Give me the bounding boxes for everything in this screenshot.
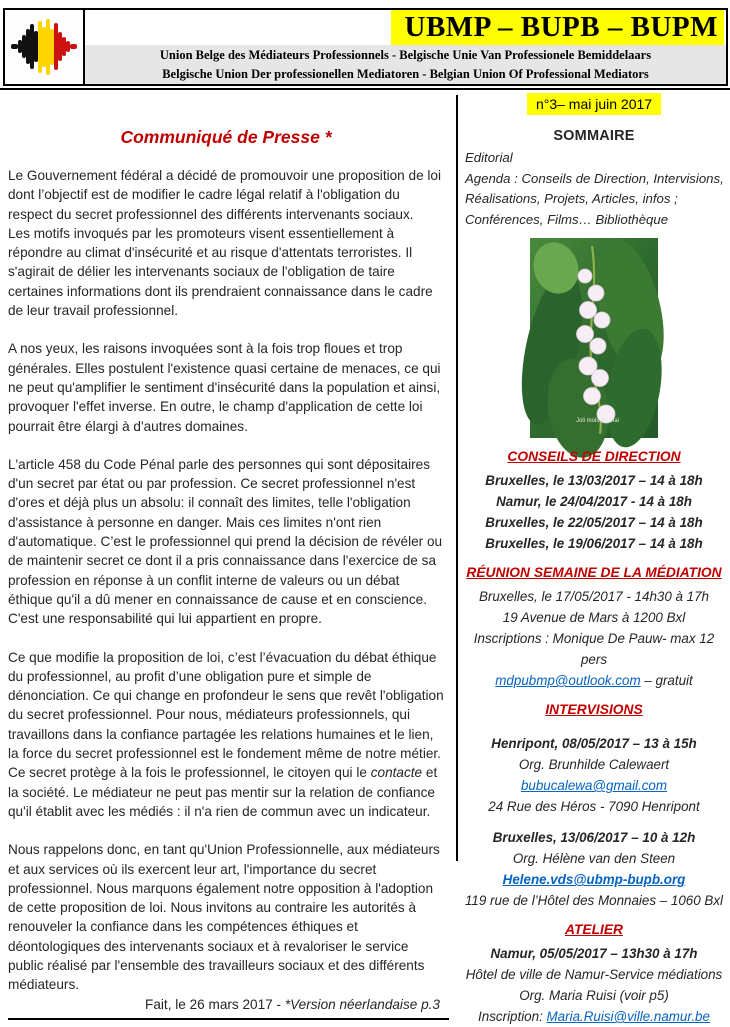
email-link[interactable]: Maria.Ruisi@ville.namur.be <box>546 1009 710 1024</box>
press-paragraphs <box>8 166 444 995</box>
agenda-section <box>460 700 728 911</box>
agenda-section <box>460 920 728 1027</box>
header <box>3 8 728 86</box>
closing-date: Fait, le 26 mars 2017 - <box>145 996 285 1012</box>
sommaire-line: Agenda : Conseils de Direction, Intervisions, <box>465 170 724 186</box>
sommaire-line: Réalisations, Projets, Articles, infos ; <box>465 191 678 206</box>
header-subtitle-band <box>85 45 726 84</box>
agenda-line: Bruxelles, le 17/05/2017 - 14h30 à 17h <box>478 589 710 604</box>
press-paragraph: A nos yeux, les raisons invoquées sont à la fois trop floues et trop générales. Elles postulent l'existence quasi certaine de menaces, ce qui ne peut qu'amplifier le sentiment d'insécurité dans la population et ainsi, provoquer l'effet inverse. En outre, le champ d'application de cette loi pourrait être élargi à d'autres domaines. <box>8 341 441 434</box>
agenda-line: Inscription: Maria.Ruisi@ville.namur.be <box>478 1009 710 1024</box>
agenda-line: Bruxelles, 13/06/2017 – 10 à 12h <box>492 830 696 845</box>
closing-note: *Version néerlandaise p.3 <box>284 996 440 1012</box>
agenda-line: 19 Avenue de Mars à 1200 Bxl <box>502 610 686 625</box>
agenda-heading: RÉUNION SEMAINE DE LA MÉDIATION <box>466 565 722 580</box>
agenda-heading: ATELIER <box>565 922 623 937</box>
photo-watermark: Joli mois de Mai <box>576 418 620 424</box>
agenda-line <box>460 869 728 890</box>
header-right <box>85 10 726 84</box>
agenda <box>460 447 728 1027</box>
logo <box>5 10 85 84</box>
agenda-spacer <box>460 723 728 733</box>
agenda-line: Bruxelles, le 13/03/2017 – 14 à 18h <box>485 473 703 488</box>
agenda-line <box>460 775 728 796</box>
belgian-soundwave-icon <box>8 15 80 79</box>
agenda-section <box>460 563 728 691</box>
press-release-title: Communiqué de Presse * <box>120 127 332 147</box>
agenda-heading: CONSEILS DE DIRECTION <box>507 449 681 464</box>
agenda-line: Org. Hélène van den Steen <box>512 851 676 866</box>
agenda-line: Namur, le 24/04/2017 - 14 à 18h <box>496 494 692 509</box>
subtitle-line-1: Union Belge des Médiateurs Professionnels - Belgische Unie Van Professionele Bemiddelaars <box>159 48 652 62</box>
sommaire-line: Editorial <box>465 150 513 165</box>
closing-line <box>8 995 444 1014</box>
agenda-line: Org. Brunhilde Calewaert <box>518 757 670 772</box>
agenda-spacer <box>460 817 728 827</box>
org-title: UBMP – BUPB – BUPM <box>391 10 725 45</box>
press-paragraph: L'article 458 du Code Pénal parle des personnes qui sont dépositaires d'un secret par état ou par profession. Ce secret professionnel n'est d'ores et déjà plus un absolu: il connaît des limites, telle l'obligation d'assistance à personne en danger. Mais ces limites n'ont rien d'automatique. C’est le professionnel qui prend la décision de révéler ou de maintenir secret ce dont il a pris connaissance dans l'exercice de sa profession en réponse à un conflit interne de valeurs ou un débat éthique qu'il a dû mener en connaissance de cause et en conscience. C'est une responsabilité qui lui appartient en propre. <box>8 456 443 627</box>
agenda-line: 119 rue de l’Hôtel des Monnaies – 1060 Bxl <box>464 893 724 908</box>
column-divider <box>456 95 458 861</box>
email-link[interactable]: Helene.vds@ubmp-bupb.org <box>502 872 686 887</box>
subtitle-line-2: Belgische Union Der professionellen Mediatoren - Belgian Union Of Professional Mediators <box>162 67 649 81</box>
agenda-line: mdpubmp@outlook.com – gratuit <box>495 673 693 688</box>
agenda-line: Henripont, 08/05/2017 – 13 à 15h <box>491 736 697 751</box>
press-release-column <box>0 95 450 1020</box>
agenda-heading: INTERVISIONS <box>545 702 643 717</box>
agenda-line: 24 Rue des Héros - 7090 Henripont <box>488 799 700 814</box>
press-paragraph: Le Gouvernement fédéral a décidé de promouvoir une proposition de loi dont l’objectif est de modifier le cadre légal relatif à l'obligation du respect du secret professionnel des différents intervenants sociaux. <box>8 168 442 222</box>
email-link[interactable]: bubucalewa@gmail.com <box>520 778 668 793</box>
agenda-line: Bruxelles, le 22/05/2017 – 14 à 18h <box>485 515 703 530</box>
email-link[interactable]: mdpubmp@outlook.com <box>495 673 641 688</box>
agenda-line: Inscriptions : Monique De Pauw- max 12 pers <box>473 631 715 667</box>
issue-badge: n°3– mai juin 2017 <box>527 93 661 115</box>
agenda-line: Org. Maria Ruisi (voir p5) <box>519 988 669 1003</box>
press-paragraph: Nous rappelons donc, en tant qu'Union Professionnelle, aux médiateurs et aux services où ils exercent leur art, l'importance du secret professionnel. Nous marquons également notre opposition à l'adoption de cette proposition de loi. Nous invitons au contraire les autorités à renouveler la confiance dans les compétences éthiques et déontologiques des intervenants sociaux et à revaloriser le service public réalisé par l'ensemble des travailleurs sociaux et des différents médiateurs. <box>8 842 440 993</box>
agenda-line: Namur, 05/05/2017 – 13h30 à 17h <box>490 946 698 961</box>
sommaire-line: Conférences, Films… Bibliothèque <box>465 211 669 227</box>
sommaire-lines <box>460 148 728 230</box>
left-column-bottom-rule <box>8 1018 449 1020</box>
agenda-line: Bruxelles, le 19/06/2017 – 14 à 18h <box>485 536 703 551</box>
press-paragraph: Ce que modifie la proposition de loi, c’est l’évacuation du débat éthique du professionnel, au profit d’une obligation pure et simple de dénonciation. Ce qui change en profondeur le sens que revêt l'obligation du secret professionnel. Pour nous, médiateurs professionnels, qui travaillons dans la confiance partagée les relations humaines et le lien, la force du secret professionnel est le fondement même de notre métier. Ce secret protège à la fois le professionnel, le citoyen qui le contacte et la société. Le médiateur ne peut pas mentir sur la relation de confiance qu'il établit avec les médiés : il n'a rien de commun avec un indicateur. <box>8 649 444 819</box>
org-title-row <box>85 10 726 45</box>
press-paragraph: Les motifs invoqués par les promoteurs visent essentiellement à répondre au climat d'insécurité et au risque d'attentats terroristes. Il s'agirait de délier les intervenants sociaux de l'obligation de taire certaines informations dont ils prendraient connaissance dans le cadre de leur travail professionnel. <box>8 225 433 319</box>
sidebar-column <box>460 90 728 1027</box>
sommaire-title: SOMMAIRE <box>553 128 635 144</box>
agenda-section <box>460 447 728 554</box>
lily-photo-illustration <box>530 238 658 438</box>
agenda-line: Hôtel de ville de Namur-Service médiations <box>465 967 723 982</box>
photo-lily-of-the-valley <box>460 238 728 438</box>
